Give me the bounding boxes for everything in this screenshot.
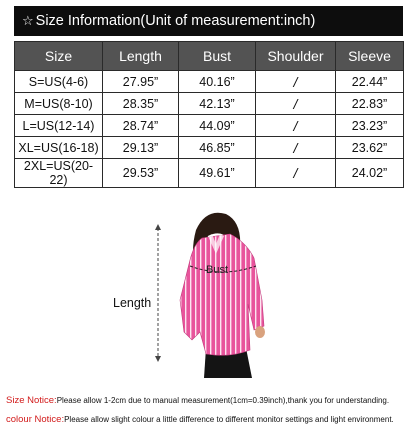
size-cell: XL=US(16-18) <box>15 137 103 159</box>
size-notice <box>6 395 389 406</box>
size-info-title: Size Information(Unit of measurement:inch) <box>35 13 316 29</box>
length-arrow-bottom <box>155 356 161 362</box>
length-cell: 27.95” <box>103 71 179 93</box>
column-header-sleeve: Sleeve <box>336 42 404 71</box>
colour-notice-key: colour Notice: <box>6 414 65 425</box>
shoulder-cell: / <box>256 159 336 188</box>
bust-cell: 44.09” <box>179 115 256 137</box>
sleeve-cell: 23.62” <box>336 137 404 159</box>
length-label: Length <box>113 296 152 310</box>
bust-cell: 46.85” <box>179 137 256 159</box>
sleeve-cell: 22.44” <box>336 71 404 93</box>
length-arrow-top <box>155 224 161 230</box>
column-header-shoulder: Shoulder <box>256 42 336 71</box>
shoulder-cell: / <box>256 93 336 115</box>
table-row <box>15 159 404 188</box>
bust-cell: 40.16” <box>179 71 256 93</box>
shoulder-cell: / <box>256 71 336 93</box>
model-shirt-illustration <box>150 208 280 378</box>
length-cell: 29.13” <box>103 137 179 159</box>
column-header-size: Size <box>15 42 103 71</box>
size-cell: S=US(4-6) <box>15 71 103 93</box>
table-row <box>15 115 404 137</box>
colour-notice-text: Please allow slight colour a little difference to different monitor settings and light environment. <box>64 415 394 424</box>
bust-cell: 49.61” <box>179 159 256 188</box>
length-cell: 29.53” <box>103 159 179 188</box>
sleeve-cell: 23.23” <box>336 115 404 137</box>
shoulder-cell: / <box>256 137 336 159</box>
shoulder-cell: / <box>256 115 336 137</box>
size-notice-key: Size Notice: <box>6 395 57 406</box>
colour-notice <box>6 414 394 425</box>
sleeve-cell: 24.02” <box>336 159 404 188</box>
size-cell: 2XL=US(20-22) <box>15 159 103 188</box>
bust-cell: 42.13” <box>179 93 256 115</box>
model-hand <box>255 326 265 338</box>
table-row <box>15 93 404 115</box>
size-cell: M=US(8-10) <box>15 93 103 115</box>
table-header-row <box>15 42 404 71</box>
column-header-bust: Bust <box>179 42 256 71</box>
length-cell: 28.74” <box>103 115 179 137</box>
size-info-title-bar <box>14 6 403 36</box>
size-chart-table <box>14 41 404 188</box>
model-shirt <box>180 234 264 355</box>
sleeve-cell: 22.83” <box>336 93 404 115</box>
star-icon: ☆ <box>22 13 34 28</box>
size-notice-text: Please allow 1-2cm due to manual measurement(1cm=0.39inch),thank you for understanding. <box>56 396 390 405</box>
table-row <box>15 71 404 93</box>
length-cell: 28.35” <box>103 93 179 115</box>
column-header-length: Length <box>103 42 179 71</box>
table-row <box>15 137 404 159</box>
bust-label: Bust <box>206 264 229 276</box>
size-cell: L=US(12-14) <box>15 115 103 137</box>
